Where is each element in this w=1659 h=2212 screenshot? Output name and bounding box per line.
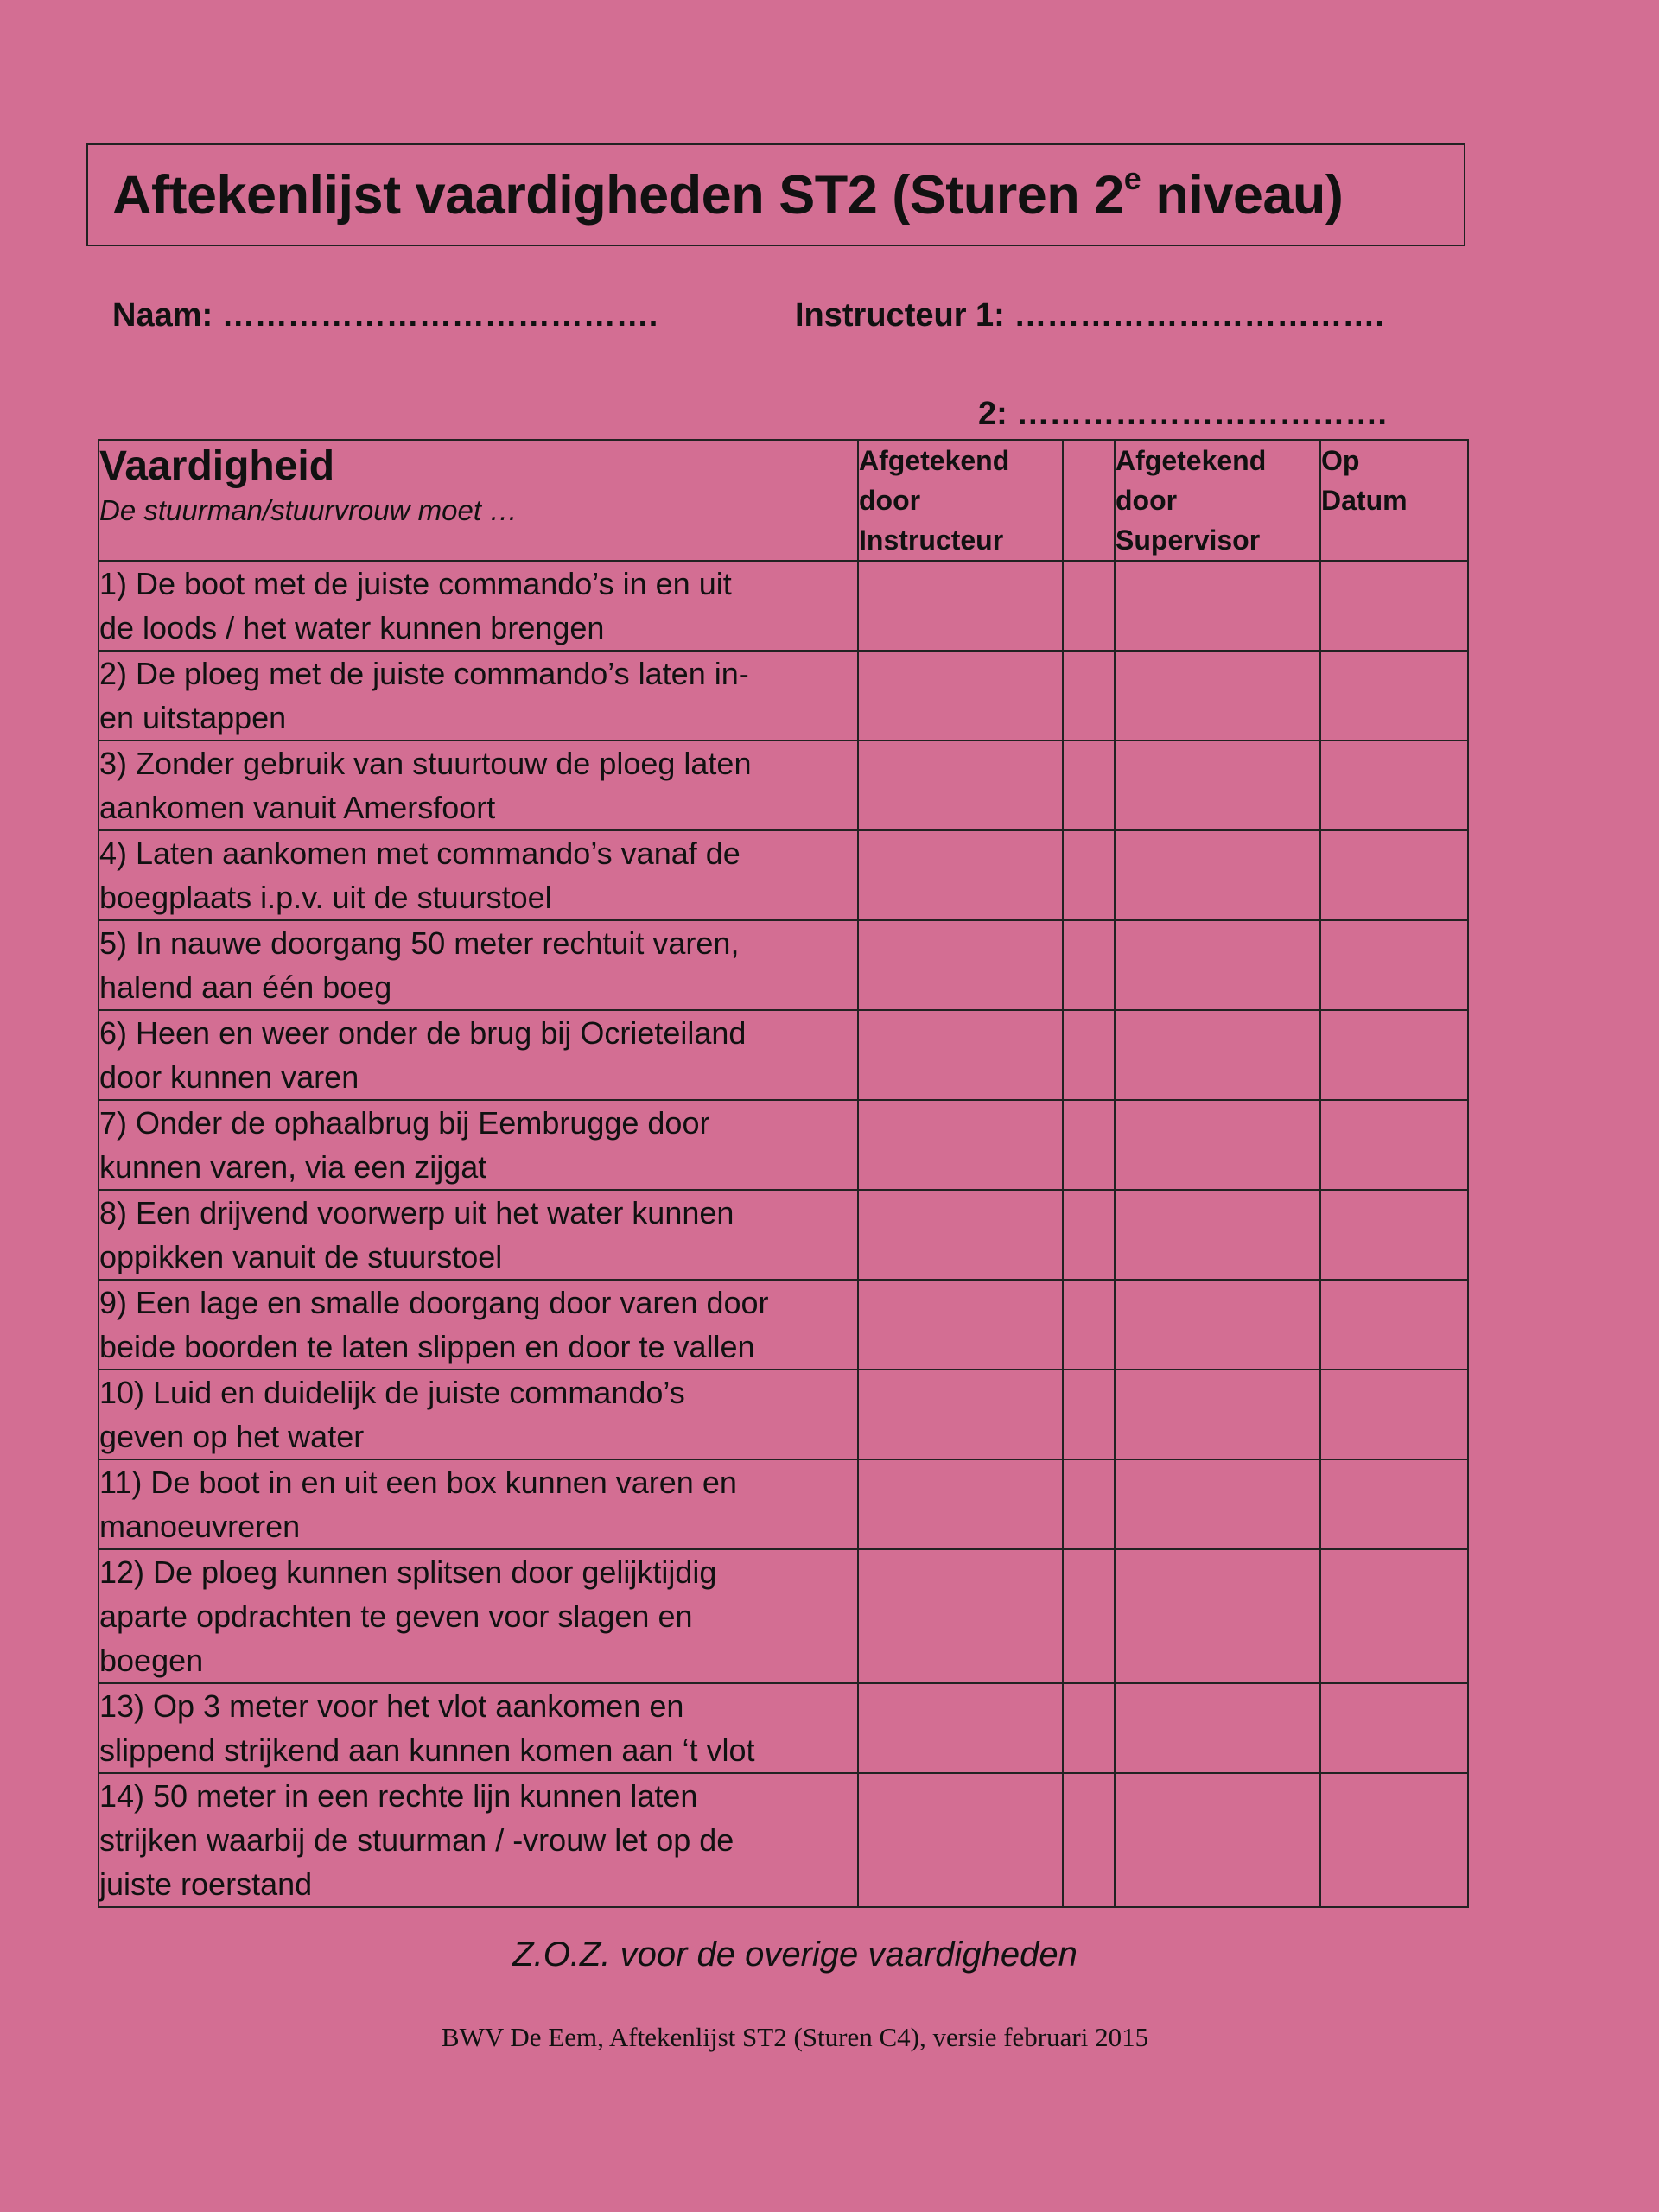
date-cell	[1320, 1459, 1468, 1549]
table-row	[99, 830, 1468, 920]
skill-description	[99, 920, 858, 1010]
blank-cell	[1063, 920, 1115, 1010]
sign-instructeur-cell	[858, 1773, 1063, 1907]
blank-cell	[1063, 1459, 1115, 1549]
skill-line: 6) Heen en weer onder de brug bij Ocrieteiland	[99, 1015, 747, 1051]
skill-description	[99, 1549, 858, 1683]
skill-line: 13) Op 3 meter voor het vlot aankomen en	[99, 1688, 684, 1724]
skills-table	[98, 439, 1469, 1908]
skill-line: boegplaats i.p.v. uit de stuurstoel	[99, 880, 552, 915]
sign-instructeur-cell	[858, 651, 1063, 741]
sign-supervisor-cell	[1115, 1190, 1320, 1280]
blank-cell	[1063, 561, 1115, 651]
skill-description	[99, 1773, 858, 1907]
skill-line: 1) De boot met de juiste commando’s in en uit	[99, 566, 732, 601]
skill-description	[99, 651, 858, 741]
footer-credit: BWV De Eem, Aftekenlijst ST2 (Sturen C4), versie februari 2015	[441, 2022, 1149, 2052]
blank-cell	[1063, 1683, 1115, 1773]
page-title: Aftekenlijst vaardigheden ST2 (Sturen 2e niveau)	[112, 160, 1344, 226]
skill-line: 12) De ploeg kunnen splitsen door gelijktijdig	[99, 1554, 717, 1590]
date-cell	[1320, 651, 1468, 741]
instructeur-1-field: Instructeur 1: …………………………….	[795, 297, 1384, 334]
table-row	[99, 1010, 1468, 1100]
skill-line: 11) De boot in en uit een box kunnen varen en	[99, 1465, 737, 1500]
sign-instructeur-cell	[858, 1100, 1063, 1190]
title-box	[86, 143, 1465, 246]
table-row	[99, 1773, 1468, 1907]
skill-line: geven op het water	[99, 1419, 365, 1454]
table-row	[99, 1459, 1468, 1549]
title-superscript: e	[1123, 160, 1141, 196]
header-skill-cell	[99, 440, 858, 561]
skill-description	[99, 1190, 858, 1280]
sign-supervisor-cell	[1115, 1549, 1320, 1683]
date-cell	[1320, 1280, 1468, 1370]
sign-instructeur-cell	[858, 741, 1063, 830]
blank-cell	[1063, 741, 1115, 830]
table-row	[99, 1190, 1468, 1280]
instructeur-2-field: 2: …………………………….	[978, 396, 1387, 432]
skill-line: 14) 50 meter in een rechte lijn kunnen laten	[99, 1778, 698, 1814]
sign-instructeur-cell	[858, 1190, 1063, 1280]
blank-cell	[1063, 1100, 1115, 1190]
sign-instructeur-cell	[858, 1459, 1063, 1549]
sign-instructeur-cell	[858, 1683, 1063, 1773]
skill-line: strijken waarbij de stuurman / -vrouw let op de	[99, 1822, 734, 1858]
sign-instructeur-cell	[858, 561, 1063, 651]
skill-description	[99, 1370, 858, 1459]
skill-line: kunnen varen, via een zijgat	[99, 1149, 487, 1185]
sign-supervisor-cell	[1115, 1100, 1320, 1190]
skill-line: 10) Luid en duidelijk de juiste commando’s	[99, 1375, 685, 1410]
sign-supervisor-cell	[1115, 1280, 1320, 1370]
sign-supervisor-cell	[1115, 830, 1320, 920]
table-row	[99, 561, 1468, 651]
table-row	[99, 1549, 1468, 1683]
blank-cell	[1063, 1549, 1115, 1683]
skill-line: beide boorden te laten slippen en door te vallen	[99, 1329, 755, 1364]
sign-supervisor-cell	[1115, 1683, 1320, 1773]
skill-line: slippend strijkend aan kunnen komen aan ‘t vlot	[99, 1732, 755, 1768]
header-blank	[1063, 440, 1115, 561]
date-cell	[1320, 1100, 1468, 1190]
skill-description	[99, 1280, 858, 1370]
table-row	[99, 920, 1468, 1010]
skill-line: 2) De ploeg met de juiste commando’s laten in-	[99, 656, 749, 691]
blank-cell	[1063, 651, 1115, 741]
skill-line: 3) Zonder gebruik van stuurtouw de ploeg laten	[99, 746, 752, 781]
header-subtitle: De stuurman/stuurvrouw moet …	[99, 494, 518, 526]
blank-cell	[1063, 1773, 1115, 1907]
date-cell	[1320, 1010, 1468, 1100]
skill-line: en uitstappen	[99, 700, 287, 735]
table-row	[99, 651, 1468, 741]
sign-instructeur-cell	[858, 1370, 1063, 1459]
date-cell	[1320, 1190, 1468, 1280]
sign-supervisor-cell	[1115, 741, 1320, 830]
skill-description	[99, 1010, 858, 1100]
date-cell	[1320, 830, 1468, 920]
skill-line: boegen	[99, 1643, 204, 1678]
naam-field: Naam: ………………………………….	[112, 297, 658, 334]
skill-line: halend aan één boeg	[99, 969, 392, 1005]
skill-line: 5) In nauwe doorgang 50 meter rechtuit varen,	[99, 925, 740, 961]
sign-instructeur-cell	[858, 1280, 1063, 1370]
date-cell	[1320, 1370, 1468, 1459]
skill-line: manoeuvreren	[99, 1509, 301, 1544]
sign-supervisor-cell	[1115, 1010, 1320, 1100]
date-cell	[1320, 920, 1468, 1010]
table-row	[99, 1370, 1468, 1459]
footer-note: Z.O.Z. voor de overige vaardigheden	[512, 1936, 1077, 1974]
table-row	[99, 1280, 1468, 1370]
header-datum: Op Datum	[1320, 440, 1468, 561]
header-supervisor: Afgetekend door Supervisor	[1115, 440, 1320, 561]
sign-supervisor-cell	[1115, 1773, 1320, 1907]
skill-description	[99, 561, 858, 651]
skill-line: aankomen vanuit Amersfoort	[99, 790, 496, 825]
skill-description	[99, 1100, 858, 1190]
sign-supervisor-cell	[1115, 1459, 1320, 1549]
skill-description	[99, 830, 858, 920]
skill-line: juiste roerstand	[99, 1866, 313, 1902]
date-cell	[1320, 1773, 1468, 1907]
sign-instructeur-cell	[858, 920, 1063, 1010]
sign-supervisor-cell	[1115, 651, 1320, 741]
date-cell	[1320, 561, 1468, 651]
table-row	[99, 1100, 1468, 1190]
skill-line: de loods / het water kunnen brengen	[99, 610, 605, 645]
sign-instructeur-cell	[858, 1549, 1063, 1683]
date-cell	[1320, 1683, 1468, 1773]
skill-line: oppikken vanuit de stuurstoel	[99, 1239, 503, 1274]
blank-cell	[1063, 1010, 1115, 1100]
skill-description	[99, 1683, 858, 1773]
skill-description	[99, 741, 858, 830]
skill-line: 7) Onder de ophaalbrug bij Eembrugge door	[99, 1105, 710, 1141]
skill-line: aparte opdrachten te geven voor slagen en	[99, 1599, 693, 1634]
blank-cell	[1063, 1370, 1115, 1459]
skill-line: door kunnen varen	[99, 1059, 359, 1095]
skill-description	[99, 1459, 858, 1549]
header-title: Vaardigheid	[99, 443, 335, 489]
blank-cell	[1063, 1190, 1115, 1280]
header-instructeur: Afgetekend door Instructeur	[858, 440, 1063, 561]
sign-supervisor-cell	[1115, 561, 1320, 651]
skill-line: 9) Een lage en smalle doorgang door varen door	[99, 1285, 769, 1320]
skill-line: 4) Laten aankomen met commando’s vanaf de	[99, 836, 741, 871]
blank-cell	[1063, 830, 1115, 920]
sign-supervisor-cell	[1115, 920, 1320, 1010]
date-cell	[1320, 741, 1468, 830]
date-cell	[1320, 1549, 1468, 1683]
blank-cell	[1063, 1280, 1115, 1370]
table-header-row	[99, 440, 1468, 561]
table-row	[99, 1683, 1468, 1773]
sign-supervisor-cell	[1115, 1370, 1320, 1459]
sign-instructeur-cell	[858, 1010, 1063, 1100]
skill-line: 8) Een drijvend voorwerp uit het water kunnen	[99, 1195, 734, 1230]
table-row	[99, 741, 1468, 830]
sign-instructeur-cell	[858, 830, 1063, 920]
